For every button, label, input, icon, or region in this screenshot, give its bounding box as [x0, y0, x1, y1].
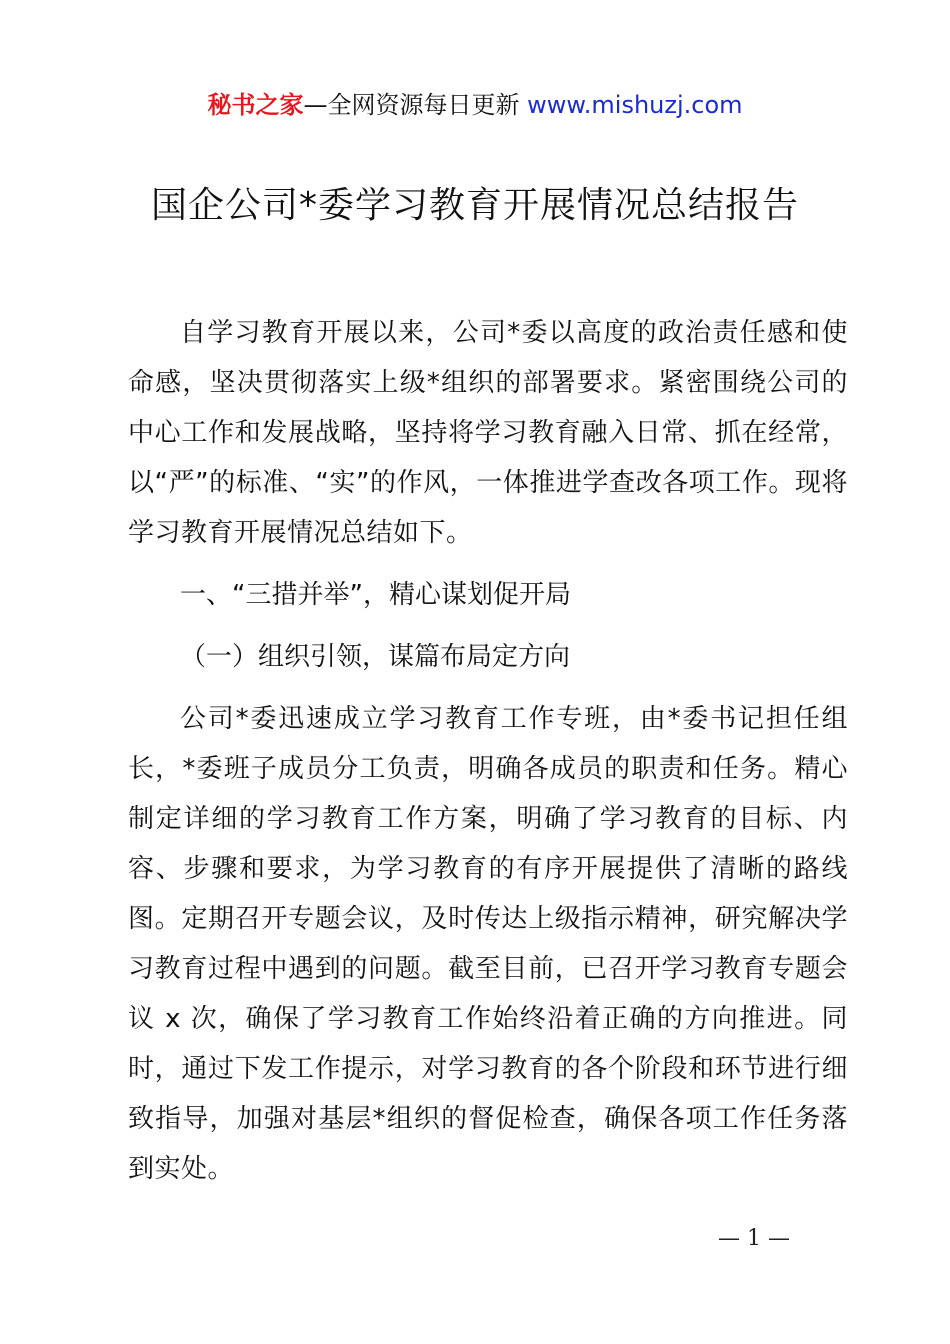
page-number: — 1 —	[718, 1226, 790, 1251]
site-url-link[interactable]: www.mishuzj.com	[527, 91, 743, 119]
header-banner	[0, 88, 950, 122]
document-title: 国企公司*委学习教育开展情况总结报告	[150, 185, 799, 226]
subsection-heading: （一）组织引领，谋篇布局定方向	[180, 642, 571, 672]
header-tagline: —全网资源每日更新	[303, 91, 520, 119]
section-heading: 一、“三措并举”，精心谋划促开局	[180, 580, 571, 610]
intro-paragraph: 自学习教育开展以来，公司*委以高度的政治责任感和使命感，坚决贯彻落实上级*组织的部署要求。紧密围绕公司的中心工作和发展战略，坚持将学习教育融入日常、抓在经常，以“严”的标准、“实”的作风，一体推进学查改各项工作。现将学习教育开展情况总结如下。	[128, 318, 848, 548]
brand-name: 秘书之家	[207, 91, 304, 119]
subsection-paragraph: 公司*委迅速成立学习教育工作专班，由*委书记担任组长，*委班子成员分工负责，明确各成员的职责和任务。精心制定详细的学习教育工作方案，明确了学习教育的目标、内容、步骤和要求，为学习教育的有序开展提供了清晰的路线图。定期召开专题会议，及时传达上级指示精神，研究解决学习教育过程中遇到的问题。截至目前，已召开学习教育专题会议 x 次，确保了学习教育工作始终沿着正确的方向推进。同时，通过下发工作提示，对学习教育的各个阶段和环节进行细致指导，加强对基层*组织的督促检查，确保各项工作任务落到实处。	[128, 704, 848, 1184]
document-body	[128, 308, 848, 1194]
